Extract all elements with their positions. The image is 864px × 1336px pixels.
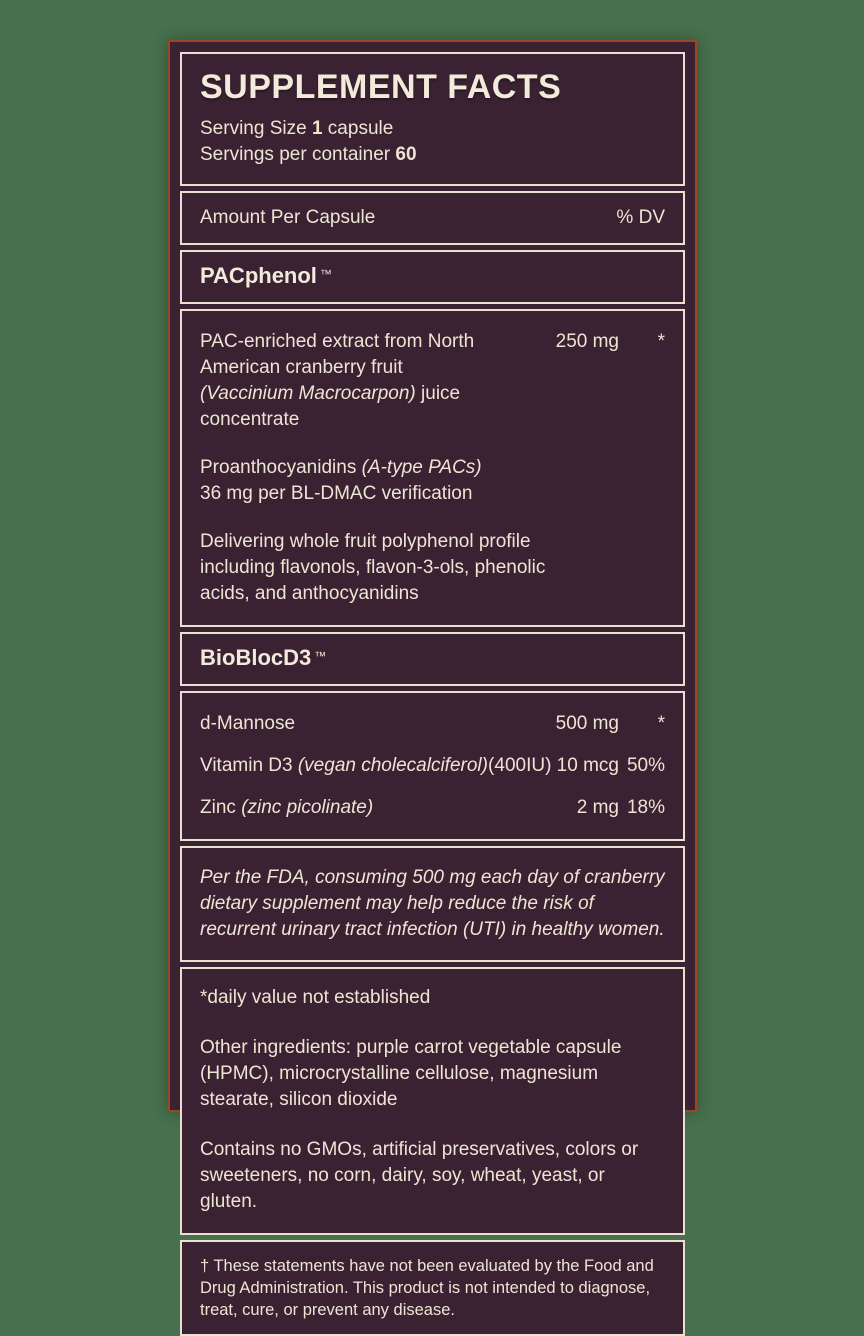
serving-size-label: Serving Size — [200, 118, 312, 139]
column-header-row — [180, 191, 685, 245]
ingredient-row-d-mannose — [200, 711, 665, 737]
fda-claim-section — [180, 846, 685, 962]
pacphenol-name: PACphenol — [200, 263, 317, 288]
servings-label: Servings per container — [200, 144, 396, 165]
ingredient-amount: 250 mg — [555, 331, 619, 352]
page-title: SUPPLEMENT FACTS — [200, 68, 562, 106]
ingredient-name — [200, 753, 488, 779]
ingredient-text: PAC-enriched extract from North American cranberry fruit — [200, 331, 475, 378]
proanthocyanidins-type: (A-type PACs) — [361, 457, 482, 478]
pacphenol-details — [180, 309, 685, 627]
ingredient-text: Zinc — [200, 797, 242, 818]
header-section — [180, 52, 685, 186]
dv-column-header: % DV — [616, 207, 665, 228]
ingredient-amount: 500 mg — [555, 713, 619, 734]
bioblocd3-details — [180, 691, 685, 841]
other-ingredients-note: Other ingredients: purple carrot vegetable capsule (HPMC), microcrystalline cellulose, magnesium stearate, silicon dioxide — [200, 1037, 622, 1110]
bl-dmac-line: 36 mg per BL-DMAC verification — [200, 483, 473, 504]
ingredient-dv: 50% — [626, 755, 665, 776]
servings-per-container-line — [200, 142, 665, 168]
polyphenol-note: Delivering whole fruit polyphenol profile including flavonols, flavon-3-ols, phenolic acids, and anthocyanidins — [200, 531, 546, 604]
bioblocd3-name: BioBlocD3 — [200, 645, 312, 670]
ingredient-text-tail: juice concentrate — [200, 383, 461, 430]
ingredient-dv: * — [657, 331, 665, 352]
ingredient-name — [200, 711, 295, 737]
supplement-facts-panel — [168, 40, 697, 1319]
ingredient-row-zinc — [200, 795, 665, 821]
trademark-symbol: ™ — [319, 267, 333, 281]
ingredient-dv: 18% — [626, 797, 665, 818]
fda-disclaimer-section — [180, 1240, 685, 1336]
proanthocyanidins-note — [200, 455, 665, 507]
ingredient-form: (zinc picolinate) — [241, 797, 374, 818]
pacphenol-section-header — [180, 250, 685, 304]
contains-note: Contains no GMOs, artificial preservatives, colors or sweeteners, no corn, dairy, soy, wheat, yeast, or gluten. — [200, 1139, 639, 1212]
fda-claim-text: Per the FDA, consuming 500 mg each day of cranberry dietary supplement may help reduce the risk of recurrent urinary tract infection (UTI) in healthy women. — [200, 867, 665, 940]
ingredient-name — [200, 329, 479, 433]
ingredient-amount: 2 mg — [576, 797, 619, 818]
ingredient-latin-name: (Vaccinium Macrocarpon) — [200, 383, 416, 404]
servings-value: 60 — [395, 144, 417, 165]
serving-size-line — [200, 116, 665, 142]
serving-size-value: 1 — [311, 118, 323, 139]
serving-size-unit: capsule — [322, 118, 394, 139]
ingredient-text: d-Mannose — [200, 713, 296, 734]
ingredient-row-pac-extract — [200, 329, 665, 433]
ingredient-amount: (400IU) 10 mcg — [488, 755, 619, 776]
trademark-symbol: ™ — [314, 649, 327, 663]
ingredient-dv: * — [657, 713, 665, 734]
ingredient-name — [200, 795, 373, 821]
bioblocd3-section-header — [180, 632, 685, 686]
daily-value-note: *daily value not established — [200, 987, 431, 1008]
notes-section — [180, 967, 685, 1235]
amount-column-header: Amount Per Capsule — [200, 207, 376, 228]
ingredient-form: (vegan cholecalciferol) — [297, 755, 488, 776]
ingredient-row-vitamin-d3 — [200, 753, 665, 779]
ingredient-text: Vitamin D3 — [200, 755, 298, 776]
fda-disclaimer-text: † These statements have not been evaluated by the Food and Drug Administration. This product is not intended to diagnose, treat, cure, or prevent any disease. — [200, 1257, 654, 1319]
proanthocyanidins-line — [200, 455, 665, 481]
proanthocyanidins-text: Proanthocyanidins — [200, 457, 362, 478]
